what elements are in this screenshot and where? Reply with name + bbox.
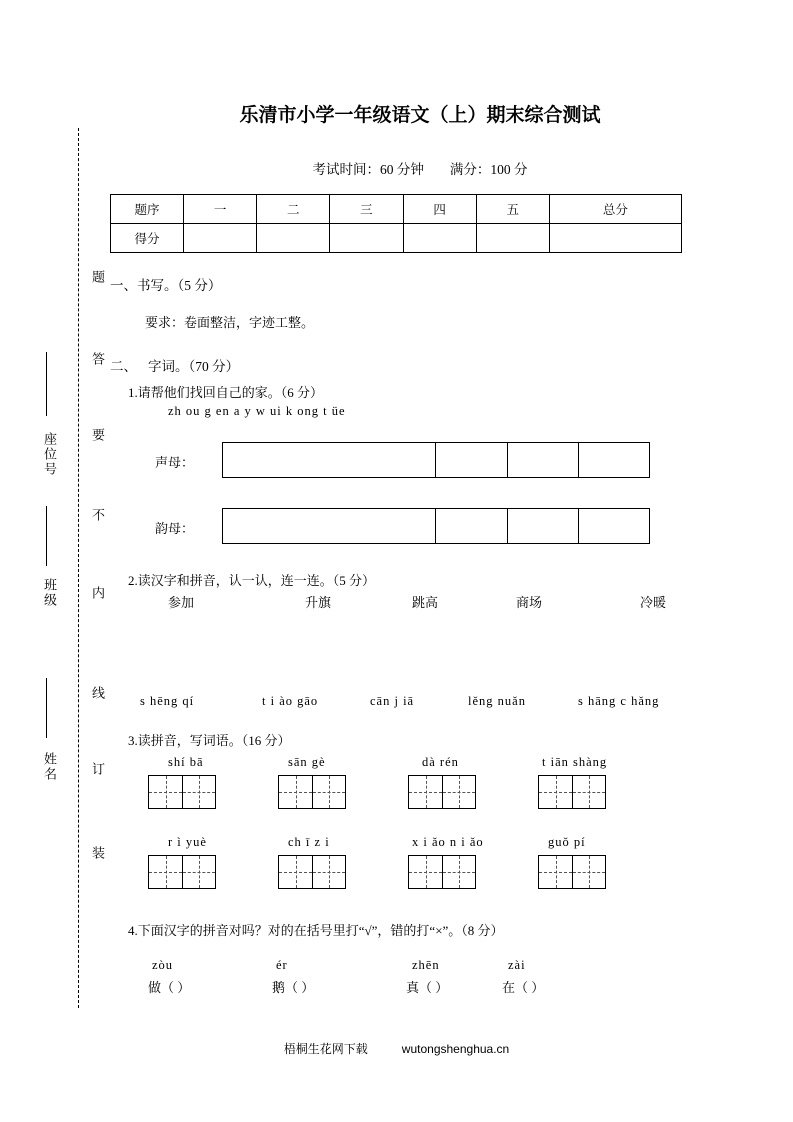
class-label: 班级 <box>42 578 57 608</box>
q4-title: 4.下面汉字的拼音对吗？对的在括号里打“√”，错的打“×”。（8 分） <box>128 923 504 938</box>
score-cell-0[interactable] <box>184 224 257 253</box>
q3-row2-grid-1[interactable] <box>278 855 346 889</box>
score-col-0: 一 <box>184 195 257 224</box>
q2-hanzi-4: 冷暖 <box>640 595 667 610</box>
score-col-3: 四 <box>403 195 476 224</box>
score-col-2: 三 <box>330 195 403 224</box>
q2-hanzi-1: 升旗 <box>305 595 332 610</box>
dashed-fold-line <box>78 128 79 1008</box>
binding-char-4: 不 <box>90 508 105 523</box>
tianzige-cell[interactable] <box>278 775 312 809</box>
q1-title: 1.请帮他们找回自己的家。（6 分） <box>128 385 324 400</box>
q2-pinyin-4: s hāng c hǎng <box>578 694 660 708</box>
q3-row2-grid-2[interactable] <box>408 855 476 889</box>
q2-hanzi-3: 商场 <box>516 595 543 610</box>
tianzige-cell[interactable] <box>572 855 606 889</box>
answer-box[interactable] <box>223 443 436 477</box>
section-1-requirement: 要求：卷面整洁，字迹工整。 <box>145 315 315 330</box>
q3-row1-grid-0[interactable] <box>148 775 216 809</box>
score-col-1: 二 <box>257 195 330 224</box>
answer-box[interactable] <box>436 443 508 477</box>
answer-box[interactable] <box>223 509 436 543</box>
binding-char-2: 答 <box>90 352 105 367</box>
q3-row1-pinyin-1: sān gè <box>288 755 326 769</box>
score-table <box>110 194 682 253</box>
binding-char-5: 内 <box>90 586 105 601</box>
score-cell-2[interactable] <box>330 224 403 253</box>
seat-number-label: 座位号 <box>42 432 57 477</box>
q3-row2-pinyin-0: r ì yuè <box>168 835 207 849</box>
q1-yunmu-label: 韵母： <box>155 521 195 536</box>
binding-char-6: 线 <box>90 686 105 701</box>
q4-hanzi-0[interactable]: 做（ ） <box>148 980 191 995</box>
answer-box[interactable] <box>508 509 580 543</box>
footer-site: wutongshenghua.cn <box>401 1042 510 1056</box>
tianzige-cell[interactable] <box>538 775 572 809</box>
seat-number-rule <box>46 352 47 416</box>
q3-row2-grid-0[interactable] <box>148 855 216 889</box>
answer-box[interactable] <box>579 443 649 477</box>
q4-pinyin-3: zài <box>508 958 526 972</box>
q3-row2-pinyin-1: ch ī z i <box>288 835 330 849</box>
q3-row1-pinyin-0: shí bā <box>168 755 204 769</box>
q3-row2-grid-3[interactable] <box>538 855 606 889</box>
name-rule <box>46 678 47 738</box>
q1-shengmu-answer-boxes[interactable] <box>222 442 650 478</box>
q2-title: 2.读汉字和拼音，认一认，连一连。（5 分） <box>128 573 376 588</box>
q3-row1-pinyin-2: dà rén <box>422 755 459 769</box>
score-cell-1[interactable] <box>257 224 330 253</box>
section-2-number: 二、 <box>110 359 137 374</box>
q1-yunmu-answer-boxes[interactable] <box>222 508 650 544</box>
score-cell-5[interactable] <box>549 224 681 253</box>
q2-pinyin-3: lěng nuǎn <box>468 694 526 708</box>
answer-box[interactable] <box>579 509 649 543</box>
name-label: 姓名 <box>42 752 57 782</box>
q3-row2-pinyin-2: x i ǎo n i ǎo <box>412 835 484 849</box>
score-cell-4[interactable] <box>476 224 549 253</box>
exam-time: 考试时间：60 分钟 <box>312 162 424 177</box>
score-row-label-1: 得分 <box>111 224 184 253</box>
page-title: 乐清市小学一年级语文（上）期末综合测试 <box>239 105 601 126</box>
footer <box>0 1040 793 1057</box>
q3-row2-pinyin-3: guǒ pí <box>548 835 586 849</box>
q4-pinyin-2: zhēn <box>412 958 440 972</box>
binding-char-7: 订 <box>90 762 105 777</box>
tianzige-cell[interactable] <box>182 775 216 809</box>
q4-pinyin-1: ér <box>276 958 288 972</box>
binding-strip <box>0 0 110 1122</box>
q4-pinyin-0: zòu <box>152 958 174 972</box>
tianzige-cell[interactable] <box>278 855 312 889</box>
q3-row1-grid-2[interactable] <box>408 775 476 809</box>
binding-char-3: 要 <box>90 428 105 443</box>
q3-row1-grid-1[interactable] <box>278 775 346 809</box>
tianzige-cell[interactable] <box>148 775 182 809</box>
q2-hanzi-0: 参加 <box>168 595 195 610</box>
q4-hanzi-1[interactable]: 鹅（ ） <box>272 980 315 995</box>
tianzige-cell[interactable] <box>442 775 476 809</box>
score-cell-3[interactable] <box>403 224 476 253</box>
q3-row1-grid-3[interactable] <box>538 775 606 809</box>
table-row-header <box>111 195 682 224</box>
section-2-heading: 字词。（70 分） <box>148 359 240 374</box>
q3-title: 3.读拼音，写词语。（16 分） <box>128 733 291 748</box>
answer-box[interactable] <box>508 443 580 477</box>
tianzige-cell[interactable] <box>408 855 442 889</box>
tianzige-cell[interactable] <box>148 855 182 889</box>
tianzige-cell[interactable] <box>182 855 216 889</box>
q2-pinyin-2: cān j iā <box>370 694 415 708</box>
score-col-4: 五 <box>476 195 549 224</box>
table-row-score <box>111 224 682 253</box>
q2-pinyin-0: s hēng qí <box>140 694 195 708</box>
tianzige-cell[interactable] <box>538 855 572 889</box>
binding-char-1: 题 <box>90 270 105 285</box>
tianzige-cell[interactable] <box>408 775 442 809</box>
binding-char-8: 装 <box>90 846 105 861</box>
exam-meta <box>110 158 730 178</box>
section-1-heading: 一、书写。（5 分） <box>110 278 222 293</box>
q1-shengmu-label: 声母： <box>155 455 195 470</box>
score-row-label-0: 题序 <box>111 195 184 224</box>
q4-hanzi-3[interactable]: 在（ ） <box>502 980 545 995</box>
q1-pinyin-pool: zh ou g en a y w ui k ong t üe <box>168 404 346 418</box>
footer-brand: 梧桐生花网下载 <box>283 1042 368 1056</box>
q4-hanzi-2[interactable]: 真（ ） <box>406 980 449 995</box>
q3-row1-pinyin-3: t iān shàng <box>542 755 608 769</box>
q2-pinyin-1: t i ào gāo <box>262 694 319 708</box>
full-score: 满分：100 分 <box>449 162 528 177</box>
score-col-5: 总分 <box>549 195 681 224</box>
class-rule <box>46 506 47 566</box>
tianzige-cell[interactable] <box>442 855 476 889</box>
tianzige-cell[interactable] <box>312 855 346 889</box>
tianzige-cell[interactable] <box>572 775 606 809</box>
q2-hanzi-2: 跳高 <box>412 595 439 610</box>
answer-box[interactable] <box>436 509 508 543</box>
tianzige-cell[interactable] <box>312 775 346 809</box>
